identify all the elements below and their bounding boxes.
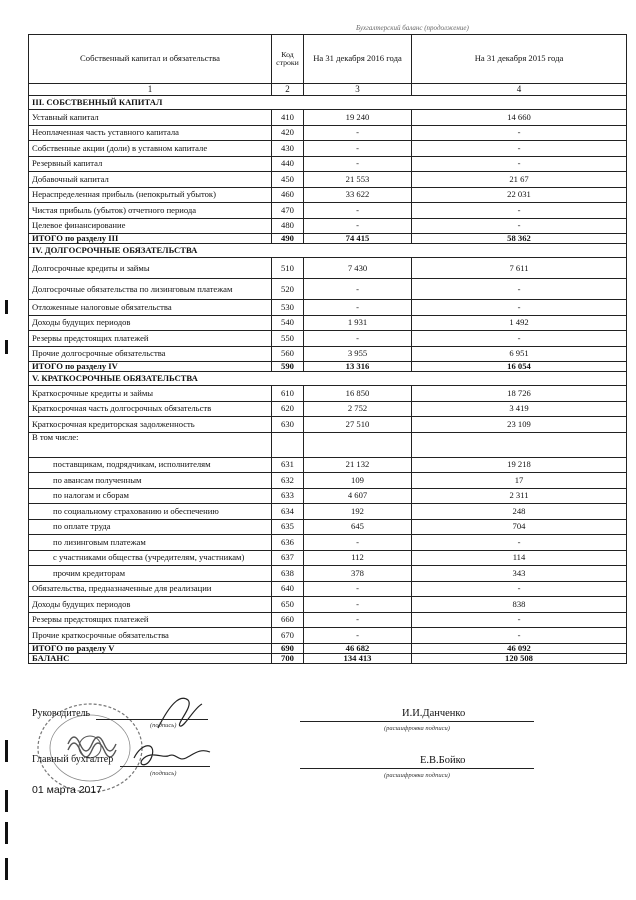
row-name: ИТОГО по разделу III bbox=[29, 234, 272, 244]
header-2015: На 31 декабря 2015 года bbox=[412, 35, 627, 84]
table-row bbox=[29, 156, 627, 172]
row-code: 670 bbox=[272, 628, 304, 644]
table-row bbox=[29, 346, 627, 362]
accountant-signature-line bbox=[120, 766, 210, 767]
row-name: Доходы будущих периодов bbox=[29, 597, 272, 613]
section-header-row bbox=[29, 244, 627, 258]
value-2016: - bbox=[304, 581, 412, 597]
row-name: по социальному страхованию и обеспечению bbox=[29, 504, 272, 520]
value-2016: 19 240 bbox=[304, 110, 412, 126]
row-code: 490 bbox=[272, 234, 304, 244]
value-2015: 23 109 bbox=[412, 417, 627, 433]
value-2016: - bbox=[304, 612, 412, 628]
row-code: 590 bbox=[272, 362, 304, 372]
row-name: Резервы предстоящих платежей bbox=[29, 331, 272, 347]
scan-margin-mark bbox=[5, 300, 8, 314]
table-row bbox=[29, 566, 627, 582]
table-body bbox=[29, 84, 627, 664]
accountant-name-line bbox=[300, 768, 534, 769]
value-2016: 7 430 bbox=[304, 258, 412, 279]
table-row bbox=[29, 125, 627, 141]
head-name-line bbox=[300, 721, 534, 722]
value-2015: 3 419 bbox=[412, 401, 627, 417]
row-code: 631 bbox=[272, 457, 304, 473]
row-name: по авансам полученным bbox=[29, 473, 272, 489]
row-name: по оплате труда bbox=[29, 519, 272, 535]
row-name: В том числе: bbox=[29, 432, 272, 457]
scan-margin-mark bbox=[5, 858, 8, 880]
value-2016: 21 132 bbox=[304, 457, 412, 473]
row-name: Краткосрочная кредиторская задолженность bbox=[29, 417, 272, 433]
value-2015: 14 660 bbox=[412, 110, 627, 126]
column-number: 3 bbox=[304, 84, 412, 96]
table-row bbox=[29, 550, 627, 566]
value-2015: - bbox=[412, 535, 627, 551]
table-header-row bbox=[29, 35, 627, 84]
value-2016: 1 931 bbox=[304, 315, 412, 331]
table-row bbox=[29, 300, 627, 316]
table-row bbox=[29, 612, 627, 628]
value-2016: 645 bbox=[304, 519, 412, 535]
section-title: V. КРАТКОСРОЧНЫЕ ОБЯЗАТЕЛЬСТВА bbox=[29, 372, 627, 386]
row-name: Отложенные налоговые обязательства bbox=[29, 300, 272, 316]
row-name: Добавочный капитал bbox=[29, 172, 272, 188]
row-name: Обязательства, предназначенные для реализации bbox=[29, 581, 272, 597]
table-row bbox=[29, 401, 627, 417]
table-row bbox=[29, 141, 627, 157]
value-2016: 33 622 bbox=[304, 187, 412, 203]
value-2015: 1 492 bbox=[412, 315, 627, 331]
row-code: 634 bbox=[272, 504, 304, 520]
row-name: Прочие краткосрочные обязательства bbox=[29, 628, 272, 644]
row-name: ИТОГО по разделу V bbox=[29, 643, 272, 653]
value-2016: 4 607 bbox=[304, 488, 412, 504]
table-row bbox=[29, 258, 627, 279]
value-2015: 120 508 bbox=[412, 653, 627, 663]
row-name: Долгосрочные кредиты и займы bbox=[29, 258, 272, 279]
row-code: 690 bbox=[272, 643, 304, 653]
value-2016: - bbox=[304, 628, 412, 644]
value-2015: 838 bbox=[412, 597, 627, 613]
row-code: 650 bbox=[272, 597, 304, 613]
row-code: 620 bbox=[272, 401, 304, 417]
table-row bbox=[29, 315, 627, 331]
value-2015: 22 031 bbox=[412, 187, 627, 203]
row-code: 660 bbox=[272, 612, 304, 628]
row-code: 610 bbox=[272, 386, 304, 402]
value-2016: 46 682 bbox=[304, 643, 412, 653]
head-name-caption: (расшифровка подписи) bbox=[384, 725, 450, 732]
column-number: 1 bbox=[29, 84, 272, 96]
table-row bbox=[29, 628, 627, 644]
scan-margin-mark bbox=[5, 790, 8, 812]
value-2015: 114 bbox=[412, 550, 627, 566]
value-2016: 109 bbox=[304, 473, 412, 489]
value-2016: - bbox=[304, 156, 412, 172]
row-code: 460 bbox=[272, 187, 304, 203]
header-code: Код строки bbox=[272, 35, 304, 84]
value-2015 bbox=[412, 432, 627, 457]
row-code: 430 bbox=[272, 141, 304, 157]
row-code: 550 bbox=[272, 331, 304, 347]
section-title: III. СОБСТВЕННЫЙ КАПИТАЛ bbox=[29, 96, 627, 110]
scan-margin-mark bbox=[5, 822, 8, 844]
table-row bbox=[29, 417, 627, 433]
row-name: ИТОГО по разделу IV bbox=[29, 362, 272, 372]
value-2015: - bbox=[412, 125, 627, 141]
row-name: Собственные акции (доли) в уставном капитале bbox=[29, 141, 272, 157]
value-2015: 21 67 bbox=[412, 172, 627, 188]
row-code: 510 bbox=[272, 258, 304, 279]
row-name: Неоплаченная часть уставного капитала bbox=[29, 125, 272, 141]
value-2015: 19 218 bbox=[412, 457, 627, 473]
accountant-name-caption: (расшифровка подписи) bbox=[384, 772, 450, 779]
total-row bbox=[29, 653, 627, 663]
row-name: Уставный капитал bbox=[29, 110, 272, 126]
balance-sheet bbox=[28, 34, 626, 664]
value-2015: 16 054 bbox=[412, 362, 627, 372]
row-name: БАЛАНС bbox=[29, 653, 272, 663]
table-row bbox=[29, 331, 627, 347]
table-row bbox=[29, 203, 627, 219]
row-code: 700 bbox=[272, 653, 304, 663]
row-name: Доходы будущих периодов bbox=[29, 315, 272, 331]
head-role: Руководитель bbox=[32, 708, 91, 719]
value-2016: - bbox=[304, 279, 412, 300]
value-2015: - bbox=[412, 279, 627, 300]
value-2016: 134 413 bbox=[304, 653, 412, 663]
row-code: 410 bbox=[272, 110, 304, 126]
row-code: 520 bbox=[272, 279, 304, 300]
value-2016: 13 316 bbox=[304, 362, 412, 372]
value-2015: - bbox=[412, 141, 627, 157]
table-row bbox=[29, 279, 627, 300]
value-2015: 18 726 bbox=[412, 386, 627, 402]
row-name: Целевое финансирование bbox=[29, 218, 272, 234]
signing-date: 01 марта 2017 bbox=[32, 784, 103, 796]
section-header-row bbox=[29, 372, 627, 386]
value-2016 bbox=[304, 432, 412, 457]
header-name: Собственный капитал и обязательства bbox=[29, 35, 272, 84]
value-2016: - bbox=[304, 331, 412, 347]
head-sign-caption: (подпись) bbox=[150, 722, 177, 729]
value-2016: 112 bbox=[304, 550, 412, 566]
table-row bbox=[29, 488, 627, 504]
value-2016: 16 850 bbox=[304, 386, 412, 402]
row-name: Чистая прибыль (убыток) отчетного периода bbox=[29, 203, 272, 219]
table-row bbox=[29, 535, 627, 551]
value-2015: 2 311 bbox=[412, 488, 627, 504]
row-code: 530 bbox=[272, 300, 304, 316]
row-code: 635 bbox=[272, 519, 304, 535]
row-name: с участниками общества (учредителям, участникам) bbox=[29, 550, 272, 566]
row-name: по налогам и сборам bbox=[29, 488, 272, 504]
header-2016: На 31 декабря 2016 года bbox=[304, 35, 412, 84]
table-row bbox=[29, 172, 627, 188]
section-title: IV. ДОЛГОСРОЧНЫЕ ОБЯЗАТЕЛЬСТВА bbox=[29, 244, 627, 258]
row-name: Краткосрочная часть долгосрочных обязательств bbox=[29, 401, 272, 417]
value-2016: - bbox=[304, 203, 412, 219]
row-code: 470 bbox=[272, 203, 304, 219]
row-code: 440 bbox=[272, 156, 304, 172]
row-name: прочим кредиторам bbox=[29, 566, 272, 582]
value-2016: - bbox=[304, 597, 412, 613]
value-2016: - bbox=[304, 535, 412, 551]
table-row bbox=[29, 473, 627, 489]
row-code bbox=[272, 432, 304, 457]
row-code: 560 bbox=[272, 346, 304, 362]
accountant-name: Е.В.Бойко bbox=[420, 755, 466, 766]
value-2016: - bbox=[304, 141, 412, 157]
row-code: 480 bbox=[272, 218, 304, 234]
head-name: И.И.Данченко bbox=[402, 708, 466, 719]
table-row bbox=[29, 457, 627, 473]
total-row bbox=[29, 234, 627, 244]
row-code: 540 bbox=[272, 315, 304, 331]
row-code: 632 bbox=[272, 473, 304, 489]
row-code: 633 bbox=[272, 488, 304, 504]
table-row bbox=[29, 432, 627, 457]
accountant-role: Главный бухгалтер bbox=[32, 754, 114, 765]
value-2015: - bbox=[412, 612, 627, 628]
scan-margin-mark bbox=[5, 740, 8, 762]
value-2015: 46 092 bbox=[412, 643, 627, 653]
row-code: 640 bbox=[272, 581, 304, 597]
accountant-sign-caption: (подпись) bbox=[150, 770, 177, 777]
row-name: Краткосрочные кредиты и займы bbox=[29, 386, 272, 402]
value-2015: 7 611 bbox=[412, 258, 627, 279]
value-2015: - bbox=[412, 628, 627, 644]
value-2016: - bbox=[304, 300, 412, 316]
row-code: 630 bbox=[272, 417, 304, 433]
value-2016: - bbox=[304, 125, 412, 141]
value-2015: - bbox=[412, 581, 627, 597]
row-code: 636 bbox=[272, 535, 304, 551]
value-2015: - bbox=[412, 203, 627, 219]
table-row bbox=[29, 519, 627, 535]
value-2015: 343 bbox=[412, 566, 627, 582]
table-row bbox=[29, 581, 627, 597]
column-number: 2 bbox=[272, 84, 304, 96]
value-2016: 27 510 bbox=[304, 417, 412, 433]
column-number-row bbox=[29, 84, 627, 96]
head-signature-line bbox=[96, 719, 208, 720]
table-row bbox=[29, 187, 627, 203]
row-code: 638 bbox=[272, 566, 304, 582]
row-name: Прочие долгосрочные обязательства bbox=[29, 346, 272, 362]
value-2016: 2 752 bbox=[304, 401, 412, 417]
value-2015: - bbox=[412, 156, 627, 172]
value-2015: 704 bbox=[412, 519, 627, 535]
row-name: Резервы предстоящих платежей bbox=[29, 612, 272, 628]
value-2015: 6 951 bbox=[412, 346, 627, 362]
row-name: поставщикам, подрядчикам, исполнителям bbox=[29, 457, 272, 473]
row-name: Долгосрочные обязательства по лизинговым платежам bbox=[29, 279, 272, 300]
row-code: 637 bbox=[272, 550, 304, 566]
value-2016: 74 415 bbox=[304, 234, 412, 244]
value-2015: - bbox=[412, 331, 627, 347]
section-header-row bbox=[29, 96, 627, 110]
value-2016: 3 955 bbox=[304, 346, 412, 362]
value-2015: - bbox=[412, 300, 627, 316]
value-2016: 21 553 bbox=[304, 172, 412, 188]
value-2016: 378 bbox=[304, 566, 412, 582]
row-code: 420 bbox=[272, 125, 304, 141]
row-code: 450 bbox=[272, 172, 304, 188]
table-row bbox=[29, 110, 627, 126]
table-row bbox=[29, 504, 627, 520]
row-name: Резервный капитал bbox=[29, 156, 272, 172]
value-2015: - bbox=[412, 218, 627, 234]
table-row bbox=[29, 597, 627, 613]
value-2016: - bbox=[304, 218, 412, 234]
total-row bbox=[29, 643, 627, 653]
form-header-note: Бухгалтерский баланс (продолжение) bbox=[356, 24, 469, 32]
table-row bbox=[29, 218, 627, 234]
value-2015: 58 362 bbox=[412, 234, 627, 244]
total-row bbox=[29, 362, 627, 372]
row-name: Нераспределенная прибыль (непокрытый убыток) bbox=[29, 187, 272, 203]
scan-margin-mark bbox=[5, 340, 8, 354]
value-2016: 192 bbox=[304, 504, 412, 520]
table-row bbox=[29, 386, 627, 402]
value-2015: 248 bbox=[412, 504, 627, 520]
row-name: по лизинговым платежам bbox=[29, 535, 272, 551]
liabilities-table bbox=[28, 34, 627, 664]
column-number: 4 bbox=[412, 84, 627, 96]
value-2015: 17 bbox=[412, 473, 627, 489]
